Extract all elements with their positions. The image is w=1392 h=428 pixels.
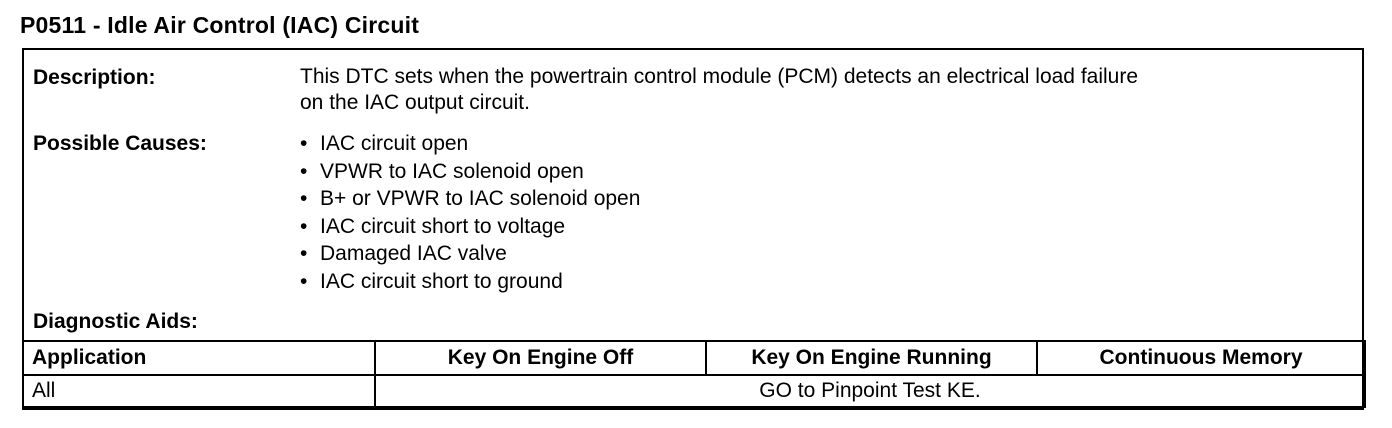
cause-item: [300, 240, 640, 268]
cause-text: IAC circuit short to voltage: [320, 214, 566, 238]
bullet-icon: •: [300, 132, 308, 155]
bullet-icon: •: [300, 214, 308, 238]
cell-application: All: [23, 375, 375, 407]
cell-action: GO to Pinpoint Test KE.: [375, 375, 1365, 407]
possible-causes-value: [300, 130, 640, 295]
description-text: [300, 64, 1138, 116]
cause-text: IAC circuit short to ground: [320, 269, 563, 293]
bullet-icon: •: [300, 242, 308, 265]
cause-text: Damaged IAC valve: [320, 242, 507, 265]
possible-causes-label: Possible Causes:: [33, 132, 207, 155]
cause-text: VPWR to IAC solenoid open: [320, 159, 584, 183]
table-row: [23, 375, 1365, 407]
diagnostic-aids-label: Diagnostic Aids:: [33, 310, 198, 333]
bullet-icon: •: [300, 269, 308, 293]
cause-text: IAC circuit open: [320, 132, 469, 155]
bullet-icon: •: [300, 159, 308, 183]
cause-item: [300, 158, 640, 186]
cause-text: B+ or VPWR to IAC solenoid open: [320, 187, 641, 210]
document-title: P0511 - Idle Air Control (IAC) Circuit: [20, 12, 420, 38]
cause-item: [300, 268, 640, 296]
header-continuous-memory: Continuous Memory: [1037, 341, 1365, 375]
bullet-icon: •: [300, 187, 308, 210]
header-key-on-engine-running: Key On Engine Running: [706, 341, 1037, 375]
cause-item: [300, 130, 640, 158]
description-line-2: on the IAC output circuit.: [300, 91, 530, 114]
application-table: [22, 340, 1366, 408]
description-label: Description:: [33, 66, 156, 89]
header-application: Application: [23, 341, 375, 375]
header-key-on-engine-off: Key On Engine Off: [375, 341, 706, 375]
dtc-info-box: [22, 48, 1364, 410]
cause-item: [300, 213, 640, 241]
table-header-row: [23, 341, 1365, 375]
cause-item: [300, 185, 640, 213]
description-line-1: This DTC sets when the powertrain control module (PCM) detects an electrical load failure: [300, 65, 1139, 88]
possible-causes-list: [300, 130, 640, 295]
